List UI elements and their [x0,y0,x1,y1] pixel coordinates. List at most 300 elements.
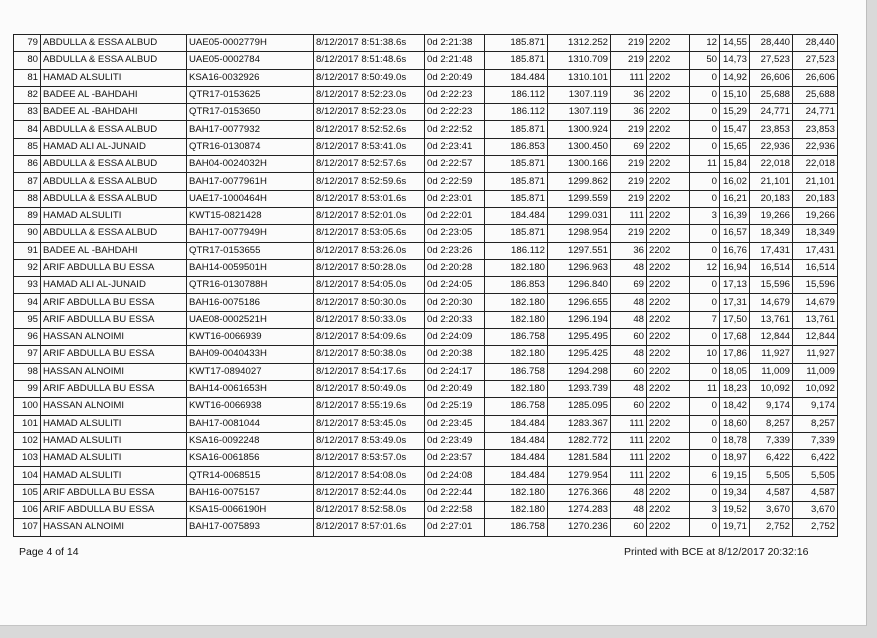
ring-number-cell: BAH09-0040433H [187,346,314,363]
velocity-cell: 1283.367 [548,415,611,432]
table-row [14,121,838,138]
velocity-cell: 1312.252 [548,35,611,52]
table-row [14,432,838,449]
flight-duration-cell: 0d 2:22:58 [425,502,485,519]
distance-cell: 185.871 [485,35,548,52]
distance-cell: 185.871 [485,173,548,190]
coefficient-cell: 14,55 [720,35,750,52]
total-points-cell: 16,514 [793,259,838,276]
velocity-cell: 1296.963 [548,259,611,276]
table-row [14,415,838,432]
coefficient-cell: 19,52 [720,502,750,519]
flight-duration-cell: 0d 2:23:41 [425,138,485,155]
entries-cell: 60 [611,519,647,536]
velocity-cell: 1296.655 [548,294,611,311]
points-cell: 13,761 [750,311,793,328]
coefficient-cell: 16,02 [720,173,750,190]
points-cell: 4,587 [750,484,793,501]
table-row [14,173,838,190]
rank-cell: 85 [14,138,41,155]
entries-cell: 111 [611,415,647,432]
arrival-time-cell: 8/12/2017 8:51:38.6s [314,35,425,52]
loft-name-cell: ARIF ABDULLA BU ESSA [41,346,187,363]
velocity-cell: 1297.551 [548,242,611,259]
points-cell: 24,771 [750,104,793,121]
velocity-cell: 1310.101 [548,69,611,86]
coefficient-cell: 18,23 [720,380,750,397]
rank-cell: 91 [14,242,41,259]
arrival-time-cell: 8/12/2017 8:53:05.6s [314,225,425,242]
loft-name-cell: ARIF ABDULLA BU ESSA [41,294,187,311]
prize-code-cell: 0 [690,432,720,449]
points-cell: 6,422 [750,450,793,467]
rank-cell: 80 [14,52,41,69]
flight-duration-cell: 0d 2:23:57 [425,450,485,467]
total-points-cell: 9,174 [793,398,838,415]
arrival-time-cell: 8/12/2017 8:55:19.6s [314,398,425,415]
prize-code-cell: 0 [690,86,720,103]
coefficient-cell: 18,60 [720,415,750,432]
prize-code-cell: 0 [690,173,720,190]
total-points-cell: 10,092 [793,380,838,397]
prize-code-cell: 0 [690,415,720,432]
table-row [14,484,838,501]
rank-cell: 102 [14,432,41,449]
loft-name-cell: BADEE AL -BAHDAHI [41,104,187,121]
points-cell: 23,853 [750,121,793,138]
section-cell: 2202 [647,156,690,173]
flight-duration-cell: 0d 2:24:08 [425,467,485,484]
table-row [14,329,838,346]
prize-code-cell: 0 [690,277,720,294]
distance-cell: 185.871 [485,156,548,173]
velocity-cell: 1295.425 [548,346,611,363]
coefficient-cell: 18,42 [720,398,750,415]
prize-code-cell: 7 [690,311,720,328]
flight-duration-cell: 0d 2:27:01 [425,519,485,536]
table-row [14,398,838,415]
rank-cell: 84 [14,121,41,138]
flight-duration-cell: 0d 2:24:05 [425,277,485,294]
total-points-cell: 18,349 [793,225,838,242]
section-cell: 2202 [647,484,690,501]
distance-cell: 185.871 [485,225,548,242]
section-cell: 2202 [647,104,690,121]
entries-cell: 111 [611,207,647,224]
flight-duration-cell: 0d 2:20:49 [425,380,485,397]
entries-cell: 48 [611,346,647,363]
rank-cell: 95 [14,311,41,328]
prize-code-cell: 0 [690,138,720,155]
coefficient-cell: 17,86 [720,346,750,363]
loft-name-cell: HAMAD ALSULITI [41,432,187,449]
total-points-cell: 24,771 [793,104,838,121]
distance-cell: 186.853 [485,138,548,155]
velocity-cell: 1296.194 [548,311,611,328]
rank-cell: 82 [14,86,41,103]
ring-number-cell: BAH17-0077932 [187,121,314,138]
prize-code-cell: 0 [690,190,720,207]
loft-name-cell: ABDULLA & ESSA ALBUD [41,173,187,190]
ring-number-cell: BAH14-0061653H [187,380,314,397]
distance-cell: 182.180 [485,311,548,328]
flight-duration-cell: 0d 2:22:23 [425,86,485,103]
table-row [14,294,838,311]
coefficient-cell: 18,05 [720,363,750,380]
ring-number-cell: BAH14-0059501H [187,259,314,276]
prize-code-cell: 0 [690,484,720,501]
distance-cell: 185.871 [485,121,548,138]
table-row [14,311,838,328]
distance-cell: 184.484 [485,207,548,224]
loft-name-cell: ABDULLA & ESSA ALBUD [41,156,187,173]
velocity-cell: 1299.559 [548,190,611,207]
distance-cell: 186.112 [485,104,548,121]
velocity-cell: 1281.584 [548,450,611,467]
distance-cell: 186.112 [485,86,548,103]
flight-duration-cell: 0d 2:20:28 [425,259,485,276]
entries-cell: 219 [611,173,647,190]
loft-name-cell: HASSAN ALNOIMI [41,329,187,346]
coefficient-cell: 17,50 [720,311,750,328]
distance-cell: 185.871 [485,52,548,69]
points-cell: 22,018 [750,156,793,173]
arrival-time-cell: 8/12/2017 8:51:48.6s [314,52,425,69]
rank-cell: 92 [14,259,41,276]
ring-number-cell: QTR14-0068515 [187,467,314,484]
section-cell: 2202 [647,346,690,363]
loft-name-cell: ARIF ABDULLA BU ESSA [41,311,187,328]
velocity-cell: 1296.840 [548,277,611,294]
total-points-cell: 15,596 [793,277,838,294]
coefficient-cell: 16,57 [720,225,750,242]
ring-number-cell: KSA16-0092248 [187,432,314,449]
total-points-cell: 25,688 [793,86,838,103]
arrival-time-cell: 8/12/2017 8:52:59.6s [314,173,425,190]
total-points-cell: 22,018 [793,156,838,173]
arrival-time-cell: 8/12/2017 8:52:52.6s [314,121,425,138]
total-points-cell: 12,844 [793,329,838,346]
arrival-time-cell: 8/12/2017 8:53:57.0s [314,450,425,467]
velocity-cell: 1300.450 [548,138,611,155]
section-cell: 2202 [647,190,690,207]
points-cell: 3,670 [750,502,793,519]
ring-number-cell: QTR16-0130788H [187,277,314,294]
section-cell: 2202 [647,259,690,276]
loft-name-cell: ARIF ABDULLA BU ESSA [41,484,187,501]
rank-cell: 105 [14,484,41,501]
arrival-time-cell: 8/12/2017 8:50:49.0s [314,69,425,86]
coefficient-cell: 15,65 [720,138,750,155]
entries-cell: 69 [611,277,647,294]
ring-number-cell: QTR17-0153625 [187,86,314,103]
entries-cell: 48 [611,311,647,328]
section-cell: 2202 [647,450,690,467]
coefficient-cell: 17,68 [720,329,750,346]
rank-cell: 106 [14,502,41,519]
rank-cell: 94 [14,294,41,311]
prize-code-cell: 12 [690,35,720,52]
section-cell: 2202 [647,86,690,103]
velocity-cell: 1307.119 [548,86,611,103]
table-row [14,242,838,259]
points-cell: 16,514 [750,259,793,276]
prize-code-cell: 11 [690,156,720,173]
entries-cell: 219 [611,35,647,52]
distance-cell: 184.484 [485,415,548,432]
velocity-cell: 1300.924 [548,121,611,138]
loft-name-cell: HASSAN ALNOIMI [41,519,187,536]
total-points-cell: 17,431 [793,242,838,259]
rank-cell: 90 [14,225,41,242]
arrival-time-cell: 8/12/2017 8:57:01.6s [314,519,425,536]
entries-cell: 48 [611,259,647,276]
table-row [14,190,838,207]
ring-number-cell: KSA16-0061856 [187,450,314,467]
total-points-cell: 28,440 [793,35,838,52]
entries-cell: 219 [611,156,647,173]
points-cell: 20,183 [750,190,793,207]
entries-cell: 219 [611,121,647,138]
loft-name-cell: ABDULLA & ESSA ALBUD [41,52,187,69]
coefficient-cell: 18,78 [720,432,750,449]
section-cell: 2202 [647,502,690,519]
total-points-cell: 22,936 [793,138,838,155]
entries-cell: 219 [611,190,647,207]
loft-name-cell: BADEE AL -BAHDAHI [41,242,187,259]
coefficient-cell: 17,13 [720,277,750,294]
total-points-cell: 2,752 [793,519,838,536]
loft-name-cell: HAMAD ALI AL-JUNAID [41,277,187,294]
rank-cell: 103 [14,450,41,467]
entries-cell: 69 [611,138,647,155]
flight-duration-cell: 0d 2:22:59 [425,173,485,190]
total-points-cell: 14,679 [793,294,838,311]
velocity-cell: 1298.954 [548,225,611,242]
arrival-time-cell: 8/12/2017 8:54:09.6s [314,329,425,346]
arrival-time-cell: 8/12/2017 8:54:17.6s [314,363,425,380]
rank-cell: 81 [14,69,41,86]
prize-code-cell: 3 [690,502,720,519]
points-cell: 5,505 [750,467,793,484]
distance-cell: 184.484 [485,467,548,484]
page-number: Page 4 of 14 [19,546,79,558]
total-points-cell: 5,505 [793,467,838,484]
loft-name-cell: HAMAD ALSULITI [41,415,187,432]
points-cell: 27,523 [750,52,793,69]
flight-duration-cell: 0d 2:23:26 [425,242,485,259]
arrival-time-cell: 8/12/2017 8:54:05.0s [314,277,425,294]
total-points-cell: 11,927 [793,346,838,363]
ring-number-cell: BAH17-0075893 [187,519,314,536]
flight-duration-cell: 0d 2:23:05 [425,225,485,242]
section-cell: 2202 [647,207,690,224]
loft-name-cell: HAMAD ALSULITI [41,467,187,484]
coefficient-cell: 17,31 [720,294,750,311]
points-cell: 12,844 [750,329,793,346]
loft-name-cell: HAMAD ALSULITI [41,207,187,224]
distance-cell: 186.112 [485,242,548,259]
flight-duration-cell: 0d 2:22:44 [425,484,485,501]
section-cell: 2202 [647,329,690,346]
entries-cell: 111 [611,450,647,467]
prize-code-cell: 0 [690,450,720,467]
table-row [14,259,838,276]
points-cell: 7,339 [750,432,793,449]
coefficient-cell: 16,94 [720,259,750,276]
flight-duration-cell: 0d 2:25:19 [425,398,485,415]
points-cell: 18,349 [750,225,793,242]
prize-code-cell: 0 [690,519,720,536]
section-cell: 2202 [647,52,690,69]
ring-number-cell: UAE05-0002779H [187,35,314,52]
total-points-cell: 23,853 [793,121,838,138]
velocity-cell: 1300.166 [548,156,611,173]
rank-cell: 99 [14,380,41,397]
coefficient-cell: 19,15 [720,467,750,484]
points-cell: 25,688 [750,86,793,103]
total-points-cell: 6,422 [793,450,838,467]
distance-cell: 182.180 [485,294,548,311]
prize-code-cell: 0 [690,363,720,380]
table-row [14,450,838,467]
total-points-cell: 21,101 [793,173,838,190]
flight-duration-cell: 0d 2:20:38 [425,346,485,363]
entries-cell: 111 [611,467,647,484]
arrival-time-cell: 8/12/2017 8:50:28.0s [314,259,425,276]
table-row [14,86,838,103]
prize-code-cell: 0 [690,242,720,259]
flight-duration-cell: 0d 2:24:09 [425,329,485,346]
velocity-cell: 1310.709 [548,52,611,69]
flight-duration-cell: 0d 2:22:23 [425,104,485,121]
entries-cell: 48 [611,380,647,397]
prize-code-cell: 0 [690,329,720,346]
total-points-cell: 19,266 [793,207,838,224]
flight-duration-cell: 0d 2:22:52 [425,121,485,138]
points-cell: 26,606 [750,69,793,86]
distance-cell: 186.758 [485,398,548,415]
section-cell: 2202 [647,415,690,432]
coefficient-cell: 15,29 [720,104,750,121]
ring-number-cell: KWT16-0066939 [187,329,314,346]
arrival-time-cell: 8/12/2017 8:53:01.6s [314,190,425,207]
coefficient-cell: 16,39 [720,207,750,224]
ring-number-cell: KSA16-0032926 [187,69,314,86]
rank-cell: 107 [14,519,41,536]
points-cell: 19,266 [750,207,793,224]
flight-duration-cell: 0d 2:24:17 [425,363,485,380]
distance-cell: 182.180 [485,484,548,501]
arrival-time-cell: 8/12/2017 8:52:58.0s [314,502,425,519]
points-cell: 17,431 [750,242,793,259]
section-cell: 2202 [647,432,690,449]
ring-number-cell: BAH17-0077949H [187,225,314,242]
total-points-cell: 4,587 [793,484,838,501]
table-row [14,467,838,484]
coefficient-cell: 15,84 [720,156,750,173]
entries-cell: 48 [611,502,647,519]
rank-cell: 88 [14,190,41,207]
entries-cell: 111 [611,432,647,449]
distance-cell: 182.180 [485,259,548,276]
ring-number-cell: BAH04-0024032H [187,156,314,173]
velocity-cell: 1279.954 [548,467,611,484]
flight-duration-cell: 0d 2:23:01 [425,190,485,207]
flight-duration-cell: 0d 2:22:57 [425,156,485,173]
entries-cell: 36 [611,104,647,121]
section-cell: 2202 [647,519,690,536]
table-row [14,156,838,173]
flight-duration-cell: 0d 2:20:33 [425,311,485,328]
loft-name-cell: HASSAN ALNOIMI [41,398,187,415]
section-cell: 2202 [647,225,690,242]
section-cell: 2202 [647,138,690,155]
coefficient-cell: 16,21 [720,190,750,207]
table-row [14,35,838,52]
section-cell: 2202 [647,294,690,311]
rank-cell: 89 [14,207,41,224]
race-results-table [13,34,838,537]
table-row [14,52,838,69]
points-cell: 10,092 [750,380,793,397]
prize-code-cell: 0 [690,121,720,138]
section-cell: 2202 [647,363,690,380]
distance-cell: 186.758 [485,363,548,380]
arrival-time-cell: 8/12/2017 8:52:01.0s [314,207,425,224]
velocity-cell: 1282.772 [548,432,611,449]
velocity-cell: 1295.495 [548,329,611,346]
entries-cell: 36 [611,242,647,259]
total-points-cell: 3,670 [793,502,838,519]
loft-name-cell: BADEE AL -BAHDAHI [41,86,187,103]
rank-cell: 83 [14,104,41,121]
distance-cell: 182.180 [485,380,548,397]
entries-cell: 219 [611,225,647,242]
arrival-time-cell: 8/12/2017 8:50:33.0s [314,311,425,328]
flight-duration-cell: 0d 2:23:49 [425,432,485,449]
section-cell: 2202 [647,398,690,415]
entries-cell: 48 [611,484,647,501]
rank-cell: 79 [14,35,41,52]
table-row [14,207,838,224]
ring-number-cell: UAE08-0002521H [187,311,314,328]
table-row [14,277,838,294]
ring-number-cell: BAH16-0075186 [187,294,314,311]
section-cell: 2202 [647,380,690,397]
prize-code-cell: 6 [690,467,720,484]
distance-cell: 182.180 [485,502,548,519]
table-row [14,380,838,397]
total-points-cell: 20,183 [793,190,838,207]
prize-code-cell: 0 [690,104,720,121]
rank-cell: 101 [14,415,41,432]
ring-number-cell: KWT16-0066938 [187,398,314,415]
points-cell: 11,009 [750,363,793,380]
entries-cell: 36 [611,86,647,103]
points-cell: 2,752 [750,519,793,536]
arrival-time-cell: 8/12/2017 8:53:45.0s [314,415,425,432]
total-points-cell: 13,761 [793,311,838,328]
velocity-cell: 1276.366 [548,484,611,501]
velocity-cell: 1285.095 [548,398,611,415]
loft-name-cell: ARIF ABDULLA BU ESSA [41,259,187,276]
ring-number-cell: QTR17-0153655 [187,242,314,259]
coefficient-cell: 16,76 [720,242,750,259]
ring-number-cell: KWT17-0894027 [187,363,314,380]
distance-cell: 182.180 [485,346,548,363]
ring-number-cell: BAH17-0077961H [187,173,314,190]
